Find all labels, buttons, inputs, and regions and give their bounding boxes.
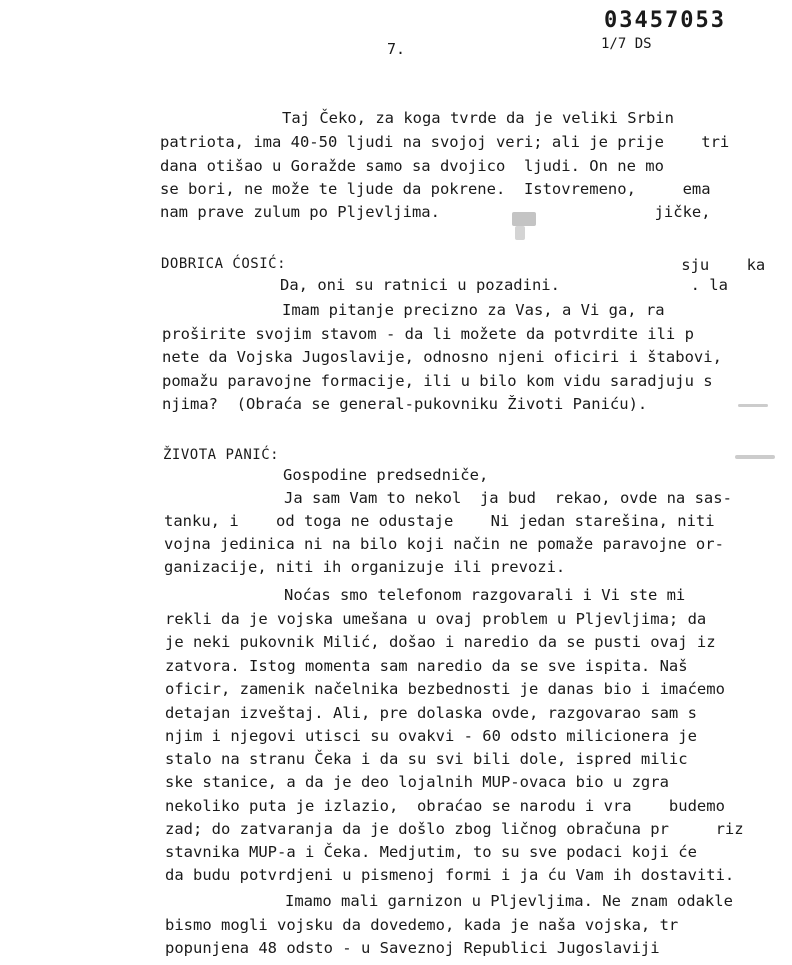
document-number: 03457053: [604, 8, 726, 33]
scan-smudge: [735, 455, 775, 459]
text-line: nete da Vojska Jugoslavije, odnosno njeni oficiri i štabovi,: [162, 348, 722, 366]
speaker-name: DOBRICA ĆOSIĆ:: [161, 256, 287, 272]
text-line: popunjena 48 odsto - u Saveznoj Republici Jugoslaviji: [165, 939, 660, 957]
text-line: ske stanice, a da je deo lojalnih MUP-ovaca bio u zgra: [165, 773, 669, 791]
text-line: da budu potvrdjeni u pismenoj formi i ja ću Vam ih dostaviti.: [165, 866, 735, 884]
text-line: dana otišao u Goražde samo sa dvojico ljudi. On ne mo: [160, 157, 664, 175]
text-line: nam prave zulum po Pljevljima. jičke,: [160, 203, 711, 221]
text-line: Taj Čeko, za koga tvrde da je veliki Srbin: [282, 109, 674, 127]
text-line: zatvora. Istog momenta sam naredio da se sve ispita. Naš: [165, 657, 688, 675]
page-reference: 1/7 DS: [601, 36, 652, 52]
text-line: je neki pukovnik Milić, došao i naredio da se pusti ovaj iz: [165, 633, 716, 651]
text-line: Noćas smo telefonom razgovarali i Vi ste mi: [284, 586, 686, 604]
text-line: Imamo mali garnizon u Pljevljima. Ne znam odakle: [285, 892, 733, 910]
text-line: Imam pitanje precizno za Vas, a Vi ga, ra: [282, 301, 665, 319]
speaker-name: ŽIVOTA PANIĆ:: [163, 447, 280, 463]
text-line: proširite svojim stavom - da li možete da potvrdite ili p: [162, 325, 694, 343]
text-line: njim i njegovi utisci su ovakvi - 60 odsto milicionera je: [165, 727, 697, 745]
text-line: rekli da je vojska umešana u ovaj problem u Pljevljima; da: [165, 610, 707, 628]
text-line: tanku, i od toga ne odustaje Ni jedan starešina, niti: [164, 512, 715, 530]
scan-smudge: [738, 404, 768, 407]
text-line: Gospodine predsedniče,: [283, 466, 489, 484]
text-line: pomažu paravojne formacije, ili u bilo kom vidu saradjuju s: [162, 372, 713, 390]
text-line: stavnika MUP-a i Čeka. Medjutim, to su sve podaci koji će: [165, 843, 697, 861]
text-line: se bori, ne može te ljude da pokrene. Istovremeno, ema: [160, 180, 711, 198]
text-line: vojna jedinica ni na bilo koji način ne pomaže paravojne or-: [164, 535, 724, 553]
text-line: njima? (Obraća se general-pukovniku Životi Paniću).: [162, 395, 648, 413]
scan-smudge: [515, 226, 525, 240]
text-line: Da, oni su ratnici u pozadini. . la: [280, 276, 728, 294]
text-line: patriota, ima 40-50 ljudi na svojoj veri; ali je prije tri: [160, 133, 730, 151]
text-line: Ja sam Vam to nekol ja bud rekao, ovde na sas-: [284, 489, 732, 507]
text-line: stalo na stranu Čeka i da su svi bili dole, ispred milic: [165, 750, 688, 768]
text-line: ganizacije, niti ih organizuje ili prevozi.: [164, 558, 566, 576]
scan-smudge: [512, 212, 536, 226]
text-line: detajan izveštaj. Ali, pre dolaska ovde, razgovarao sam s: [165, 704, 697, 722]
text-line: zad; do zatvaranja da je došlo zbog ličnog obračuna pr riz: [165, 820, 744, 838]
text-line: sju ka: [280, 256, 766, 274]
text-line: oficir, zamenik načelnika bezbednosti je danas bio i imaćemo: [165, 680, 725, 698]
page-number: 7.: [387, 40, 406, 58]
text-line: nekoliko puta je izlazio, obraćao se narodu i vra budemo: [165, 797, 725, 815]
text-line: bismo mogli vojsku da dovedemo, kada je naša vojska, tr: [165, 916, 679, 934]
